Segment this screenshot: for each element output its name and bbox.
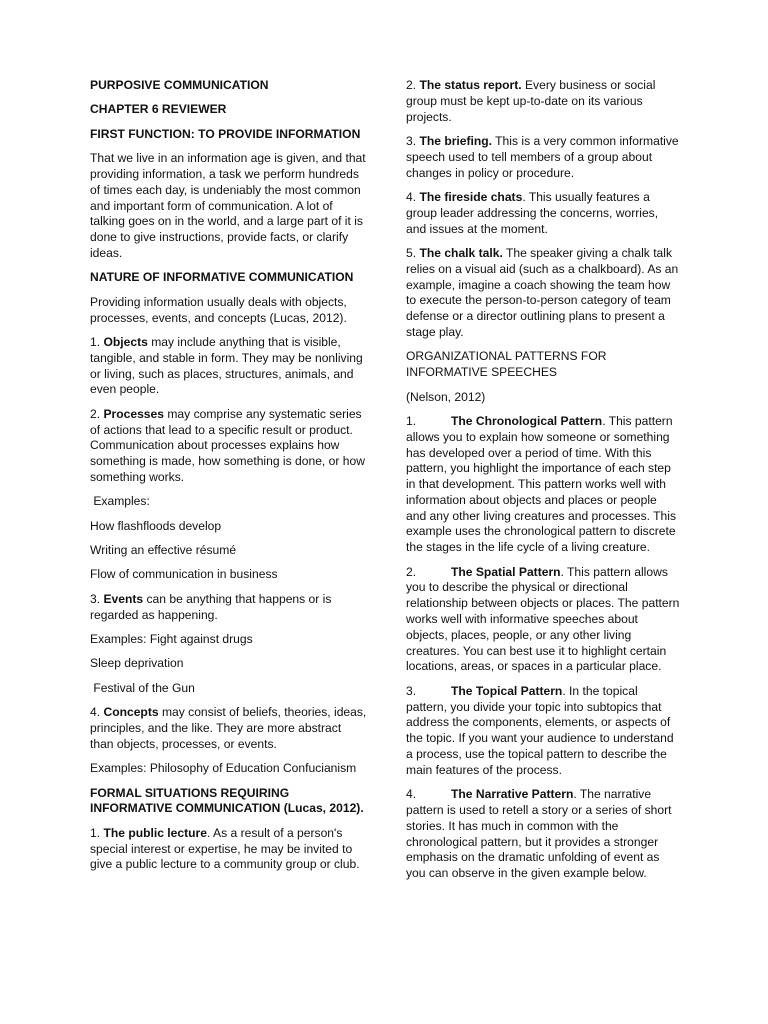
concepts-item: 4. Concepts may consist of beliefs, theories, ideas, principles, and the like. They are more abstract than objects, processes, or events. [90,705,367,751]
organizational-patterns-citation: (Nelson, 2012) [406,389,486,404]
chapter-heading: CHAPTER 6 REVIEWER [90,102,227,117]
chalk-talk-item: 5. The chalk talk. The speaker giving a chalk talk relies on a visual aid (such as a chalkboard). As an example, imagine a coach showing the team how to execute the person-to-person category of team defense or a director outlining plans to present a stage play. [406,245,679,339]
example-item: Writing an effective résumé [90,543,237,558]
first-function-heading: FIRST FUNCTION: TO PROVIDE INFORMATION [90,126,361,141]
briefing-item: 3. The briefing. This is a very common informative speech used to tell members of a group about changes in policy or procedure. [406,133,679,180]
concepts-term: Concepts [103,705,159,720]
fireside-chats-item: 4. The fireside chats. This usually features a group leader addressing the concerns, worries, and issues at the moment. [406,189,659,236]
spatial-pattern-item: 2. The Spatial Pattern. This pattern allows you to describe the physical or directional relationship between objects or places. The pattern works well with informative speeches about objects, places, people, or any other living creatures. You can best use it to highlight certain locations, areas, or spaces in a particular place. [406,564,680,674]
events-term: Events [103,591,144,606]
public-lecture-term: The public lecture [103,825,207,840]
example-item: Sleep deprivation [90,656,184,671]
example-item: Festival of the Gun [90,680,195,695]
processes-term: Processes [103,406,164,421]
narrative-pattern-item: 4. The Narrative Pattern. The narrative pattern is used to retell a story or a series of short stories. It has much in common with the chronological pattern, but it provides a stronger emphasis on the dramatic unfolding of event as you can observe in the given example below. [406,787,672,881]
objects-term: Objects [103,334,148,349]
formal-situations-heading: FORMAL SITUATIONS REQUIRING INFORMATIVE COMMUNICATION (Lucas, 2012). [90,785,364,816]
intro-paragraph: That we live in an information age is given, and that providing information, a task we perform hundreds of times each day, is undeniably the most common and important form of communication. A lot of talking goes on in the world, and a large part of it is done to give instructions, provide facts, or clarify ideas. [90,151,366,260]
status-report-term: The status report. [419,78,522,92]
nature-paragraph: Providing information usually deals with objects, processes, events, and concepts (Lucas, 2012). [90,294,347,325]
fireside-chats-term: The fireside chats [419,189,523,204]
chronological-pattern-term: The Chronological Pattern [451,413,603,428]
examples-label: Examples: [90,494,150,509]
status-report-item: 2. The status report. Every business or social group must be kept up-to-date on its various projects. [406,78,656,124]
example-item: Examples: Fight against drugs [90,632,253,647]
narrative-pattern-term: The Narrative Pattern [451,787,574,802]
left-column [90,78,368,882]
nature-heading: NATURE OF INFORMATIVE COMMUNICATION [90,270,354,285]
topical-pattern-term: The Topical Pattern [451,683,563,698]
example-item: Flow of communication in business [90,567,278,582]
spatial-pattern-term: The Spatial Pattern [451,564,561,579]
concept-examples: Examples: Philosophy of Education Confucianism [90,761,357,776]
organizational-patterns-heading: ORGANIZATIONAL PATTERNS FOR INFORMATIVE SPEECHES [406,349,607,380]
topical-pattern-item: 3. The Topical Pattern. In the topical pattern, you divide your topic into subtopics that address the components, elements, or aspects of the topic. If you want your audience to understand a process, use the topical pattern to describe the main features of the process. [406,683,674,777]
document-title: PURPOSIVE COMMUNICATION [90,78,269,92]
right-column [406,78,680,891]
objects-item: 1. Objects may include anything that is visible, tangible, and stable in form. They may be nonliving or living, such as places, structures, animals, and even people. [90,334,363,397]
processes-item: 2. Processes may comprise any systematic series of actions that lead to a specific result or product. Communication about processes explains how something is made, how something is done, or how something works. [90,406,365,484]
events-item: 3. Events can be anything that happens or is regarded as happening. [90,591,332,622]
chronological-pattern-item: 1. The Chronological Pattern. This pattern allows you to explain how someone or something has developed over a period of time. With this pattern, you highlight the importance of each step in that development. This pattern works well with information about objects and places or people and any other living creatures and processes. This example uses the chronological pattern to discrete the stages in the life cycle of a living creature. [406,413,677,555]
public-lecture-item: 1. The public lecture. As a result of a person's special interest or expertise, he may be invited to give a public lecture to a community group or club. [90,825,360,872]
briefing-term: The briefing. [419,133,493,148]
example-item: How flashfloods develop [90,518,222,533]
chalk-talk-term: The chalk talk. [419,245,503,260]
